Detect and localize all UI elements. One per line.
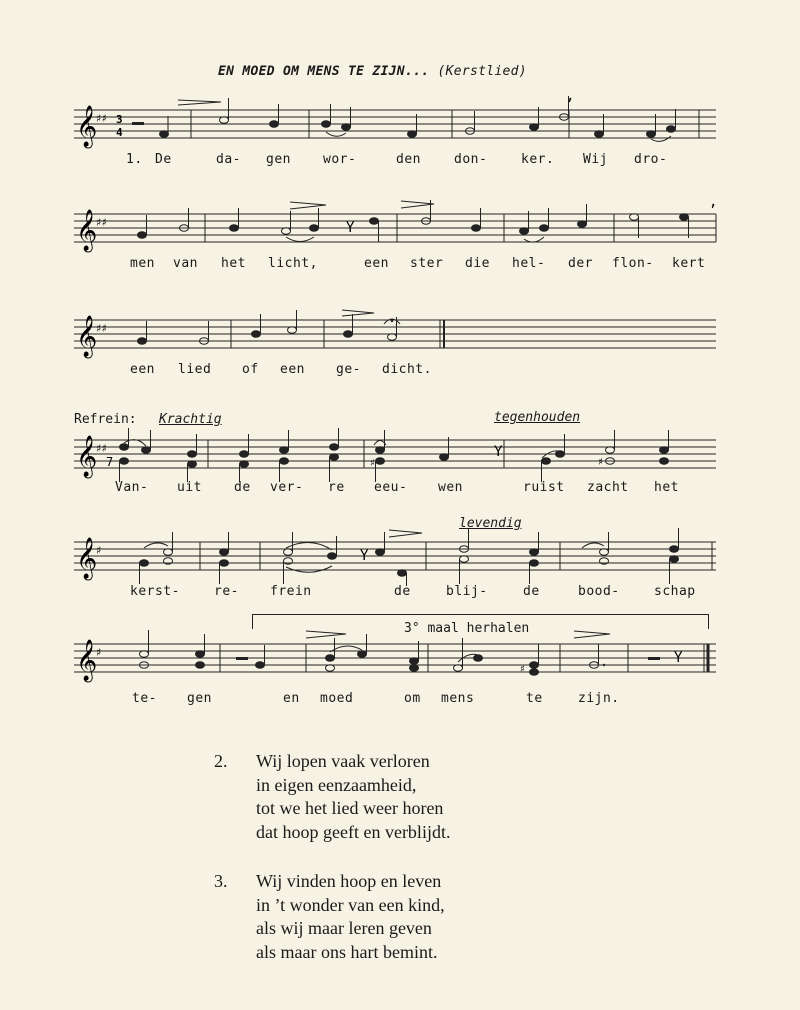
lyric: dro- [634,152,668,167]
lyric: zijn. [578,691,620,706]
lyric: ker. [521,152,555,167]
lyric: of [242,362,259,377]
song-title [218,64,527,79]
staff-3-notation [74,316,716,357]
stanza-number: 2. [214,751,228,771]
lyric: Wij [583,152,608,167]
staff-6 [74,640,716,681]
svg-text:𝄞: 𝄞 [76,106,98,147]
lyric: ster [410,256,444,271]
stanza-3 [214,870,574,964]
svg-text:𝄞: 𝄞 [76,436,98,477]
svg-text:𝄞: 𝄞 [76,316,98,357]
svg-text:,: , [566,88,575,104]
lyric: de [234,480,251,495]
svg-text:𝄞: 𝄞 [76,210,98,251]
lyric: te [526,691,543,706]
staff-5 [74,538,716,579]
lyric: re- [214,584,239,599]
staff-2-notation [74,194,718,251]
svg-text:Y: Y [360,548,369,564]
lyric: 1. [126,152,143,167]
lyric: mens [441,691,475,706]
stanza-line: in ’t wonder van een kind, [256,894,445,915]
lyric: het [654,480,679,495]
lyric: ver- [270,480,304,495]
stanza-line: als maar ons hart bemint. [256,941,438,962]
lyric: frein [270,584,312,599]
staff-2 [74,194,718,251]
lyric: flon- [612,256,654,271]
staff-5-notation [74,538,716,579]
lyric: re [328,480,345,495]
staff-4-notation [74,436,716,477]
svg-text:Y: Y [674,650,683,666]
lyric: De [155,152,172,167]
svg-text:♯♯: ♯♯ [96,322,107,335]
lyric: een [364,256,389,271]
repeat-instruction: 3° maal herhalen [404,621,530,636]
lyric: moed [320,691,354,706]
svg-text:♯: ♯ [370,458,375,469]
lyrics-4 [0,480,800,498]
stanza-line: Wij vinden hoop en leven [256,871,442,891]
lyric: wen [438,480,463,495]
stanza-line: tot we het lied weer horen [256,798,444,818]
lyric: don- [454,152,488,167]
svg-text:4: 4 [116,126,123,139]
tempo-tegenhouden: tegenhouden [494,410,581,425]
tempo-krachtig: Krachtig [159,412,222,427]
lyric: de [523,584,540,599]
svg-text:Y: Y [494,444,503,460]
lyric: da- [216,152,241,167]
stanza-line: dat hoop geeft en verblijdt. [256,821,451,842]
lyric: gen [187,691,212,706]
svg-text:𝄞: 𝄞 [76,538,98,579]
stanza-line: Wij lopen vaak verloren [256,751,430,771]
lyric: hel- [512,256,546,271]
svg-text:,: , [709,194,718,210]
lyric: en [283,691,300,706]
lyric: uit [177,480,202,495]
lyric: der [568,256,593,271]
svg-text:3: 3 [116,113,123,126]
song-title-main: EN MOED OM MENS TE ZIJN... [218,64,430,79]
staff-1 [74,88,716,147]
lyric: Van- [115,480,149,495]
lyric: een [280,362,305,377]
svg-text:Y: Y [346,220,355,236]
lyric: kert [672,256,706,271]
svg-text:𝄞: 𝄞 [76,640,98,681]
refrain-label: Refrein: [74,412,137,427]
lyric: om [404,691,421,706]
stanza-line: in eigen eenzaamheid, [256,774,417,795]
lyric: zacht [587,480,629,495]
lyric: die [465,256,490,271]
lyric: de [394,584,411,599]
lyric: te- [132,691,157,706]
stanza-lines [256,750,450,844]
tempo-levendig: levendig [459,516,522,531]
lyric: kerst- [130,584,180,599]
lyrics-2 [0,256,800,274]
svg-text:7: 7 [106,455,114,469]
staff-3 [74,316,716,357]
lyric: het [221,256,246,271]
lyrics-1 [0,152,800,170]
lyrics-6 [0,691,800,709]
lyrics-5 [0,584,800,602]
stanza-number: 3. [214,871,228,891]
lyric: van [173,256,198,271]
stanza-2 [214,750,574,844]
lyric: een [130,362,155,377]
staff-4 [74,436,716,477]
stanza-lines [256,870,445,964]
lyric: eeu- [374,480,408,495]
svg-text:♯: ♯ [520,664,525,675]
lyric: dicht. [382,362,432,377]
lyric: men [130,256,155,271]
lyric: ruist [523,480,565,495]
staff-1-notation [74,88,716,147]
lyric: gen [266,152,291,167]
svg-text:♯♯: ♯♯ [96,112,107,125]
lyric: den [396,152,421,167]
svg-text:♯: ♯ [598,457,603,468]
lyrics-3 [0,362,800,380]
lyric: schap [654,584,696,599]
lyric: blij- [446,584,488,599]
lyric: licht, [268,256,318,271]
lyric: ge- [336,362,361,377]
lyric: wor- [323,152,357,167]
lyric: bood- [578,584,620,599]
svg-text:♯: ♯ [96,646,102,659]
staff-6-notation [74,640,716,681]
song-title-sub: (Kerstlied) [437,64,527,79]
svg-text:♯: ♯ [96,544,102,557]
stanza-line: als wij maar leren geven [256,918,432,938]
lyric: lied [178,362,212,377]
svg-text:♯♯: ♯♯ [96,216,107,229]
svg-text:♯♯: ♯♯ [96,442,107,455]
